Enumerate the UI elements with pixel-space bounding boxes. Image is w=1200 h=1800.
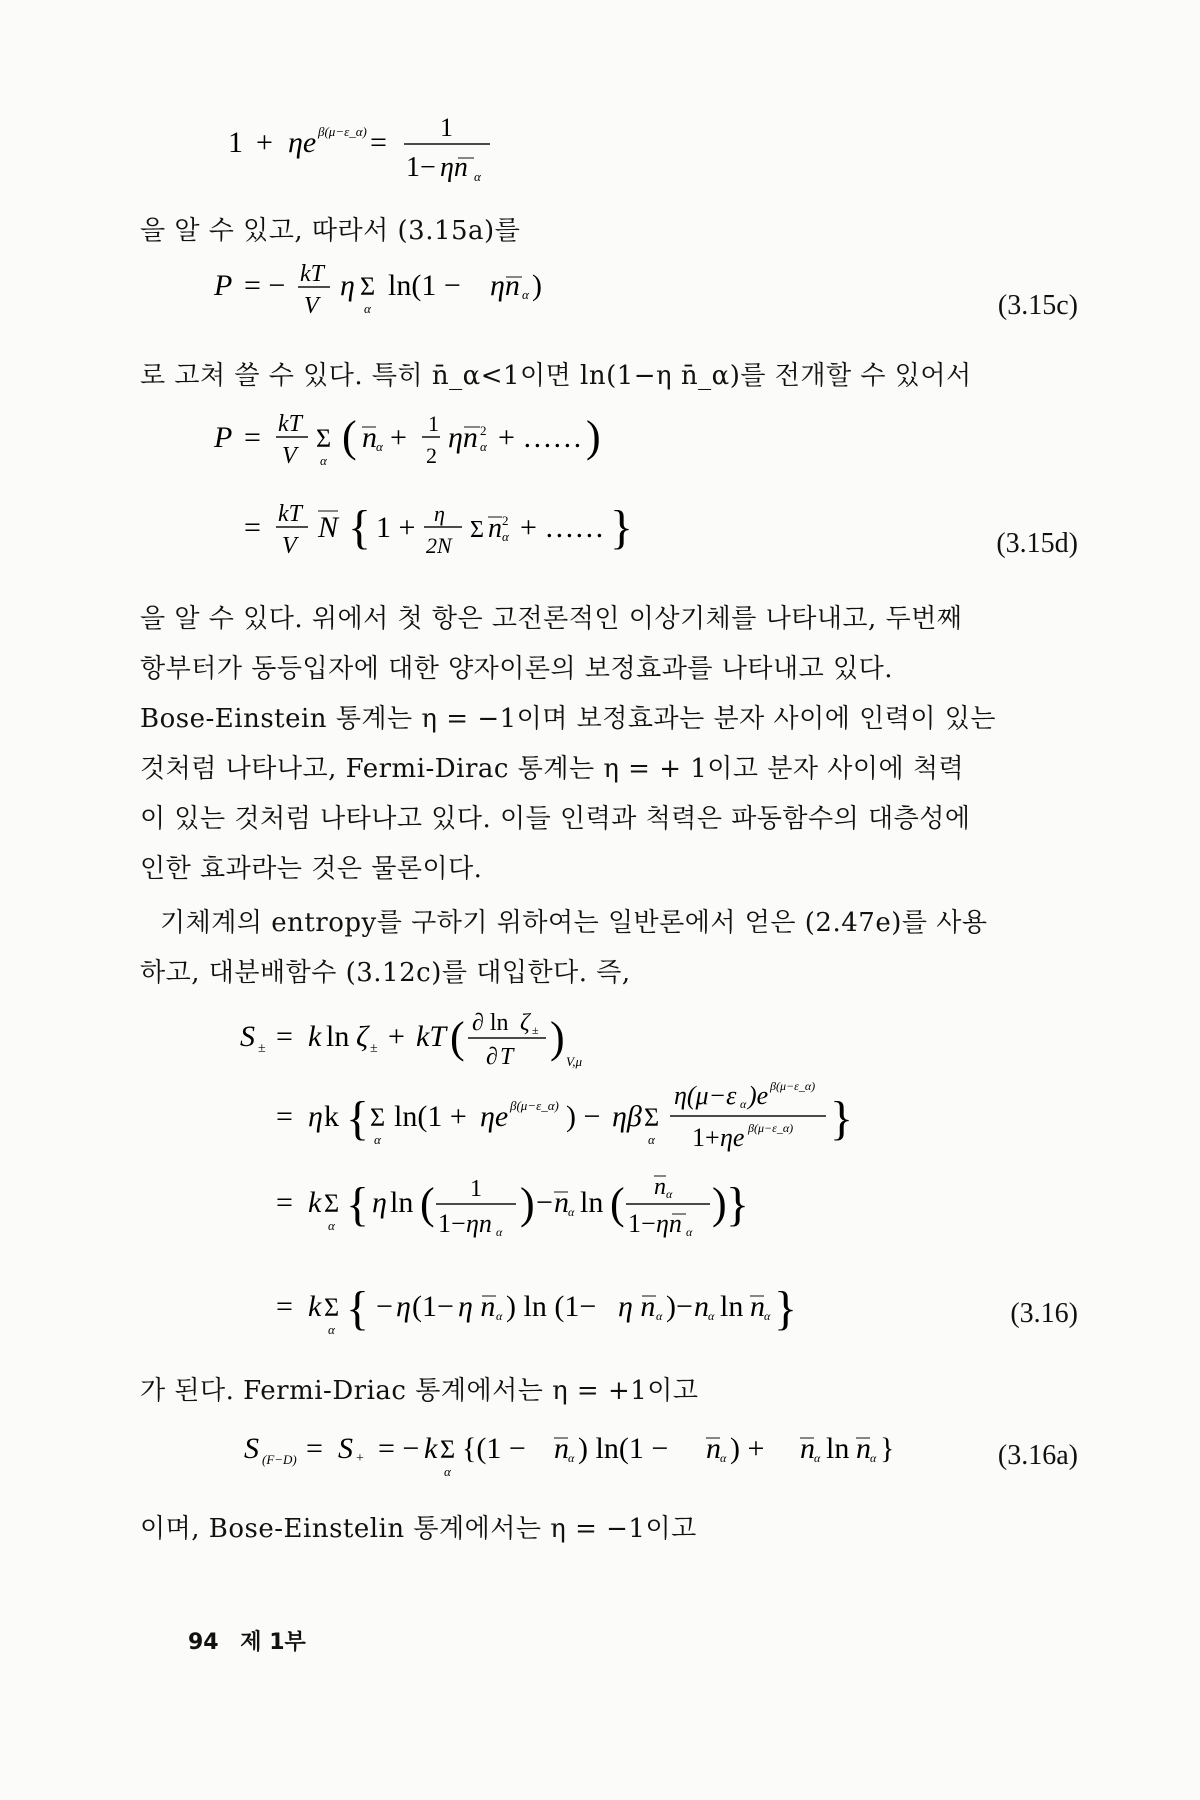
svg-text:=: =	[276, 1186, 293, 1219]
svg-text:ln: ln	[720, 1290, 744, 1323]
svg-text:V: V	[282, 533, 297, 559]
svg-text:k: k	[324, 1100, 339, 1133]
svg-text:ζ: ζ	[356, 1020, 369, 1053]
svg-text:) −: ) −	[566, 1100, 601, 1133]
svg-text:β(μ−ε_α): β(μ−ε_α)	[748, 1121, 794, 1135]
svg-text:(: (	[610, 1179, 625, 1228]
svg-text:=: =	[244, 421, 261, 454]
svg-text:n: n	[554, 1432, 569, 1465]
svg-text:ηn: ηn	[656, 1209, 682, 1238]
svg-text:n: n	[750, 1290, 765, 1323]
svg-text:±: ±	[532, 1023, 539, 1037]
svg-text:α: α	[496, 1309, 503, 1323]
svg-text:kT: kT	[278, 411, 302, 437]
svg-text:) +: ) +	[730, 1432, 765, 1465]
svg-text:α: α	[376, 439, 383, 454]
svg-text:Σ: Σ	[324, 1293, 340, 1322]
svg-text:+: +	[356, 1451, 364, 1466]
line-10: 하고, 대분배함수 (3.12c)를 대입한다. 즉,	[140, 958, 631, 988]
equation-5	[240, 1418, 960, 1488]
svg-text:(: (	[342, 412, 357, 461]
page-footer	[188, 1625, 306, 1656]
svg-text:ηe: ηe	[480, 1100, 509, 1133]
equation-tag-315c: (3.15c)	[997, 290, 1078, 321]
svg-text:ln: ln	[326, 1020, 350, 1053]
svg-text:η n: η n	[458, 1290, 496, 1323]
svg-text:α: α	[364, 301, 371, 316]
page-number: 94	[188, 1630, 219, 1655]
svg-text:T: T	[500, 1044, 514, 1070]
svg-text:}: }	[774, 1282, 798, 1335]
svg-text:= −: = −	[378, 1432, 420, 1465]
svg-text:ln(1 +: ln(1 +	[394, 1100, 467, 1133]
svg-text:k: k	[308, 1020, 322, 1053]
svg-text:∂ ln: ∂ ln	[472, 1010, 509, 1036]
svg-text:ηe: ηe	[288, 126, 317, 159]
equation-2	[200, 255, 680, 325]
svg-text:{: {	[346, 1282, 370, 1335]
svg-text:k: k	[308, 1186, 322, 1219]
svg-text:): )	[712, 1179, 727, 1228]
svg-text:=: =	[276, 1290, 293, 1323]
svg-text:β(μ−ε_α): β(μ−ε_α)	[770, 1079, 816, 1093]
svg-text:(: (	[420, 1179, 435, 1228]
svg-text:2: 2	[426, 443, 437, 468]
svg-text:{(1 −: {(1 −	[462, 1432, 526, 1465]
svg-text:ln: ln	[390, 1186, 414, 1219]
svg-text:P: P	[214, 421, 233, 454]
line-6: 것처럼 나타나고, Fermi-Dirac 통계는 η = + 1이고 분자 사이에 척력	[140, 754, 965, 784]
svg-text:(F−D): (F−D)	[262, 1452, 297, 1467]
svg-text:η: η	[434, 501, 445, 526]
svg-text:=: =	[276, 1020, 293, 1053]
svg-text:) ln (1−: ) ln (1−	[506, 1290, 597, 1323]
svg-text:α: α	[686, 1225, 693, 1239]
svg-text:) ln(1 −: ) ln(1 −	[578, 1432, 669, 1465]
svg-text:S: S	[240, 1020, 255, 1053]
svg-text:Σ: Σ	[316, 424, 332, 453]
svg-text:{: {	[348, 501, 372, 554]
svg-text:ζ: ζ	[520, 1010, 530, 1036]
svg-text:S: S	[338, 1432, 353, 1465]
svg-text:+ ……: + ……	[520, 511, 605, 544]
svg-text:ln: ln	[580, 1186, 604, 1219]
svg-text:α: α	[328, 1322, 335, 1337]
svg-text:1: 1	[440, 113, 453, 142]
svg-text:η: η	[372, 1186, 387, 1219]
svg-text:S: S	[244, 1432, 259, 1465]
svg-text:}: }	[880, 1432, 895, 1465]
line-3: 을 알 수 있다. 위에서 첫 항은 고전론적인 이상기체를 나타내고, 두번째	[140, 604, 963, 634]
svg-text:α: α	[666, 1187, 673, 1201]
svg-text:n: n	[706, 1432, 721, 1465]
svg-text:=: =	[276, 1100, 293, 1133]
svg-text:ηn: ηn	[440, 152, 468, 183]
line-5: Bose-Einstein 통계는 η = −1이며 보정효과는 분자 사이에 인력이 있는	[140, 704, 996, 734]
svg-text:α: α	[502, 529, 509, 544]
svg-text:n: n	[856, 1432, 871, 1465]
svg-text:α: α	[568, 1451, 575, 1465]
svg-text:)−: )−	[666, 1290, 693, 1323]
svg-text:): )	[532, 269, 542, 302]
svg-text:α: α	[522, 287, 529, 302]
svg-text:ln: ln	[826, 1432, 850, 1465]
svg-text:(: (	[450, 1013, 465, 1062]
line-12: 이며, Bose-Einstelin 통계에서는 η = −1이고	[140, 1514, 697, 1544]
svg-text:η n: η n	[618, 1290, 656, 1323]
svg-text:η: η	[340, 269, 355, 302]
svg-text:2N: 2N	[426, 533, 452, 558]
svg-text:k: k	[308, 1290, 322, 1323]
svg-text:1: 1	[428, 411, 439, 436]
part-label: 제 1부	[240, 1630, 306, 1655]
svg-text:α: α	[320, 453, 327, 468]
svg-text:V: V	[282, 443, 297, 469]
svg-text:(1−: (1−	[412, 1290, 454, 1323]
line-2: 로 고쳐 쓸 수 있다. 특히 n̄_α<1이면 ln(1−η n̄_α)를 전개할 수 있어서	[140, 361, 972, 391]
svg-text:{: {	[346, 1092, 370, 1145]
line-4: 항부터가 동등입자에 대한 양자이론의 보정효과를 나타내고 있다.	[140, 654, 893, 684]
svg-text:N: N	[318, 511, 339, 544]
svg-text:n: n	[654, 1174, 666, 1200]
svg-text:η: η	[396, 1290, 411, 1323]
svg-text:1: 1	[470, 1176, 482, 1202]
svg-text:α: α	[328, 1218, 335, 1233]
equation-tag-315d: (3.15d)	[996, 528, 1078, 559]
svg-text:1+: 1+	[692, 1123, 720, 1152]
svg-text:}: }	[610, 501, 634, 554]
svg-text:Σ: Σ	[370, 1103, 386, 1132]
equation-1	[160, 112, 580, 192]
svg-text:1−: 1−	[628, 1209, 656, 1238]
svg-text:α: α	[444, 1464, 451, 1479]
svg-text:2: 2	[502, 513, 509, 528]
svg-text:): )	[586, 412, 601, 461]
svg-text:{: {	[346, 1178, 370, 1231]
equation-3	[200, 405, 760, 575]
svg-text:=: =	[306, 1432, 323, 1465]
svg-text:±: ±	[258, 1041, 266, 1056]
svg-text:+: +	[256, 126, 273, 159]
svg-text:−: −	[376, 1290, 393, 1323]
svg-text:α: α	[648, 1132, 655, 1147]
svg-text:α: α	[474, 169, 481, 184]
svg-text:α: α	[374, 1132, 381, 1147]
svg-text:ηβ: ηβ	[612, 1100, 642, 1133]
svg-text:Σ: Σ	[440, 1435, 456, 1464]
svg-text:2: 2	[480, 423, 487, 438]
svg-text:1−: 1−	[438, 1209, 466, 1238]
line-8: 인한 효과라는 것은 물론이다.	[140, 854, 483, 884]
line-9: 기체계의 entropy를 구하기 위하여는 일반론에서 얻은 (2.47e)를 사용	[160, 908, 988, 938]
svg-text:α: α	[870, 1451, 877, 1465]
svg-text:η: η	[308, 1100, 323, 1133]
svg-text:α: α	[568, 1205, 575, 1219]
svg-text:β(μ−ε_α): β(μ−ε_α)	[318, 124, 367, 139]
svg-text:ηn: ηn	[466, 1209, 492, 1238]
svg-text:V: V	[304, 293, 319, 319]
svg-text:n: n	[554, 1186, 569, 1219]
svg-text:ηe: ηe	[720, 1123, 745, 1152]
line-1: 을 알 수 있고, 따라서 (3.15a)를	[140, 216, 521, 246]
line-7: 이 있는 것처럼 나타나고 있다. 이들 인력과 척력은 파동함수의 대층성에	[140, 804, 971, 834]
svg-text:η(μ−ε: η(μ−ε	[674, 1081, 737, 1110]
svg-text:α: α	[764, 1309, 771, 1323]
svg-text:P: P	[214, 269, 233, 302]
svg-text:kT: kT	[300, 261, 324, 287]
svg-text:+ ……: + ……	[498, 421, 583, 454]
svg-text:α: α	[656, 1309, 663, 1323]
svg-text:1−: 1−	[406, 152, 436, 183]
svg-text:): )	[550, 1013, 565, 1062]
svg-text:±: ±	[370, 1041, 378, 1056]
svg-text:ηn: ηn	[448, 421, 478, 454]
svg-text:n: n	[488, 513, 502, 544]
svg-text:Σ: Σ	[324, 1189, 340, 1218]
equation-tag-316: (3.16)	[1010, 1298, 1078, 1329]
line-11: 가 된다. Fermi-Driac 통계에서는 η = +1이고	[140, 1376, 699, 1406]
equation-4	[180, 1000, 980, 1360]
svg-text:Σ: Σ	[360, 272, 376, 301]
svg-text:−: −	[536, 1186, 553, 1219]
svg-text:+: +	[390, 421, 407, 454]
svg-text:Σ: Σ	[470, 517, 484, 543]
svg-text:n: n	[694, 1290, 709, 1323]
svg-text:α: α	[814, 1451, 821, 1465]
svg-text:)e: )e	[748, 1081, 769, 1110]
svg-text:V,μ: V,μ	[566, 1054, 583, 1069]
svg-text:α: α	[708, 1309, 715, 1323]
svg-text:+: +	[388, 1020, 405, 1053]
svg-text:1 +: 1 +	[376, 511, 416, 544]
svg-text:k: k	[424, 1432, 438, 1465]
svg-text:α: α	[496, 1225, 503, 1239]
svg-text:n: n	[800, 1432, 815, 1465]
svg-text:β(μ−ε_α): β(μ−ε_α)	[510, 1098, 559, 1113]
equation-tag-316a: (3.16a)	[997, 1440, 1078, 1471]
svg-text:}: }	[830, 1092, 854, 1145]
svg-text:kT: kT	[416, 1020, 446, 1053]
svg-text:α: α	[720, 1451, 727, 1465]
svg-text:∂: ∂	[486, 1044, 498, 1070]
svg-text:Σ: Σ	[644, 1103, 660, 1132]
svg-text:=: =	[370, 126, 387, 159]
svg-text:n: n	[362, 421, 377, 454]
svg-text:kT: kT	[278, 501, 302, 527]
svg-text:ln(1 −: ln(1 −	[388, 269, 461, 302]
svg-text:=: =	[244, 511, 261, 544]
svg-text:): )	[520, 1179, 535, 1228]
svg-text:α: α	[740, 1097, 747, 1111]
svg-text:1: 1	[228, 126, 243, 159]
svg-text:α: α	[480, 439, 487, 454]
svg-text:}: }	[726, 1178, 750, 1231]
svg-text:ηn: ηn	[490, 269, 520, 302]
svg-text:= −: = −	[244, 269, 286, 302]
